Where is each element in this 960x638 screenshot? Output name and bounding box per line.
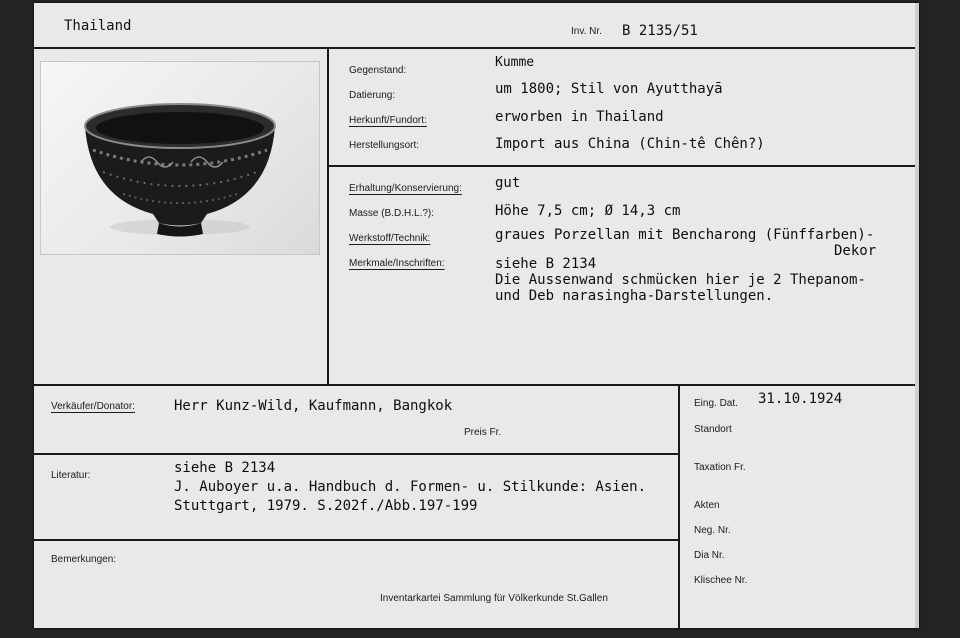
field-value-merkmale-line1: Die Aussenwand schmücken hier je 2 Thepanom- (495, 272, 866, 288)
literature-label: Literatur: (51, 470, 91, 481)
inventory-card (34, 3, 919, 628)
inventory-number-label: Inv. Nr. (571, 26, 602, 37)
card-footer: Inventarkartei Sammlung für Völkerkunde St.Gallen (380, 593, 608, 604)
date-label: Eing. Dat. (694, 398, 738, 409)
section-divider (34, 384, 919, 386)
field-value-merkmale: siehe B 2134 (495, 256, 597, 272)
seller-label: Verkäufer/Donator: (51, 401, 135, 412)
field-value-masse: Höhe 7,5 cm; Ø 14,3 cm (495, 203, 681, 219)
field-value-werkstoff: graues Porzellan mit Bencharong (Fünffarben)- (495, 227, 875, 243)
bowl-image (41, 62, 319, 254)
side-label-klischee-nr: Klischee Nr. (694, 575, 748, 586)
field-value-datierung: um 1800; Stil von Ayutthayā (495, 81, 723, 97)
field-value-merkmale-line2: und Deb narasingha-Darstellungen. (495, 288, 774, 304)
field-label-masse: Masse (B.D.H.L.?): (349, 208, 435, 219)
side-label-akten: Akten (694, 500, 720, 511)
literature-line-2: J. Auboyer u.a. Handbuch d. Formen- u. Stilkunde: Asien. (174, 479, 647, 495)
field-label-merkmale: Merkmale/Inschriften: (349, 258, 445, 269)
literature-line-1: siehe B 2134 (174, 460, 276, 476)
side-column-divider (678, 384, 680, 628)
country-heading: Thailand (64, 18, 132, 34)
header-divider (34, 47, 919, 49)
field-value-gegenstand: Kumme (495, 55, 535, 70)
field-label-herkunft: Herkunft/Fundort: (349, 115, 427, 126)
field-value-erhaltung: gut (495, 175, 521, 191)
remarks-label: Bemerkungen: (51, 554, 117, 565)
seller-value: Herr Kunz-Wild, Kaufmann, Bangkok (174, 398, 453, 414)
field-label-gegenstand: Gegenstand: (349, 65, 407, 76)
price-label: Preis Fr. (464, 427, 502, 438)
field-label-werkstoff: Werkstoff/Technik: (349, 233, 431, 244)
side-label-neg-nr: Neg. Nr. (694, 525, 731, 536)
side-label-dia-nr: Dia Nr. (694, 550, 725, 561)
literature-line-3: Stuttgart, 1979. S.202f./Abb.197-199 (174, 498, 478, 514)
acquisition-divider (34, 453, 678, 455)
field-label-erhaltung: Erhaltung/Konservierung: (349, 183, 462, 194)
inventory-number: B 2135/51 (622, 23, 698, 39)
field-value-herstellungsort: Import aus China (Chin-tê Chên?) (495, 136, 765, 152)
field-value-herkunft: erworben in Thailand (495, 109, 664, 125)
field-value-werkstoff-cont: Dekor (834, 243, 877, 259)
field-label-datierung: Datierung: (349, 90, 396, 101)
photo-divider (327, 47, 329, 385)
side-label-standort: Standort (694, 424, 732, 435)
field-label-herstellungsort: Herstellungsort: (349, 140, 420, 151)
side-label-taxation: Taxation Fr. (694, 462, 746, 473)
date-value: 31.10.1924 (758, 391, 843, 407)
object-divider (327, 165, 919, 167)
literature-divider (34, 539, 678, 541)
object-photo (40, 61, 320, 255)
